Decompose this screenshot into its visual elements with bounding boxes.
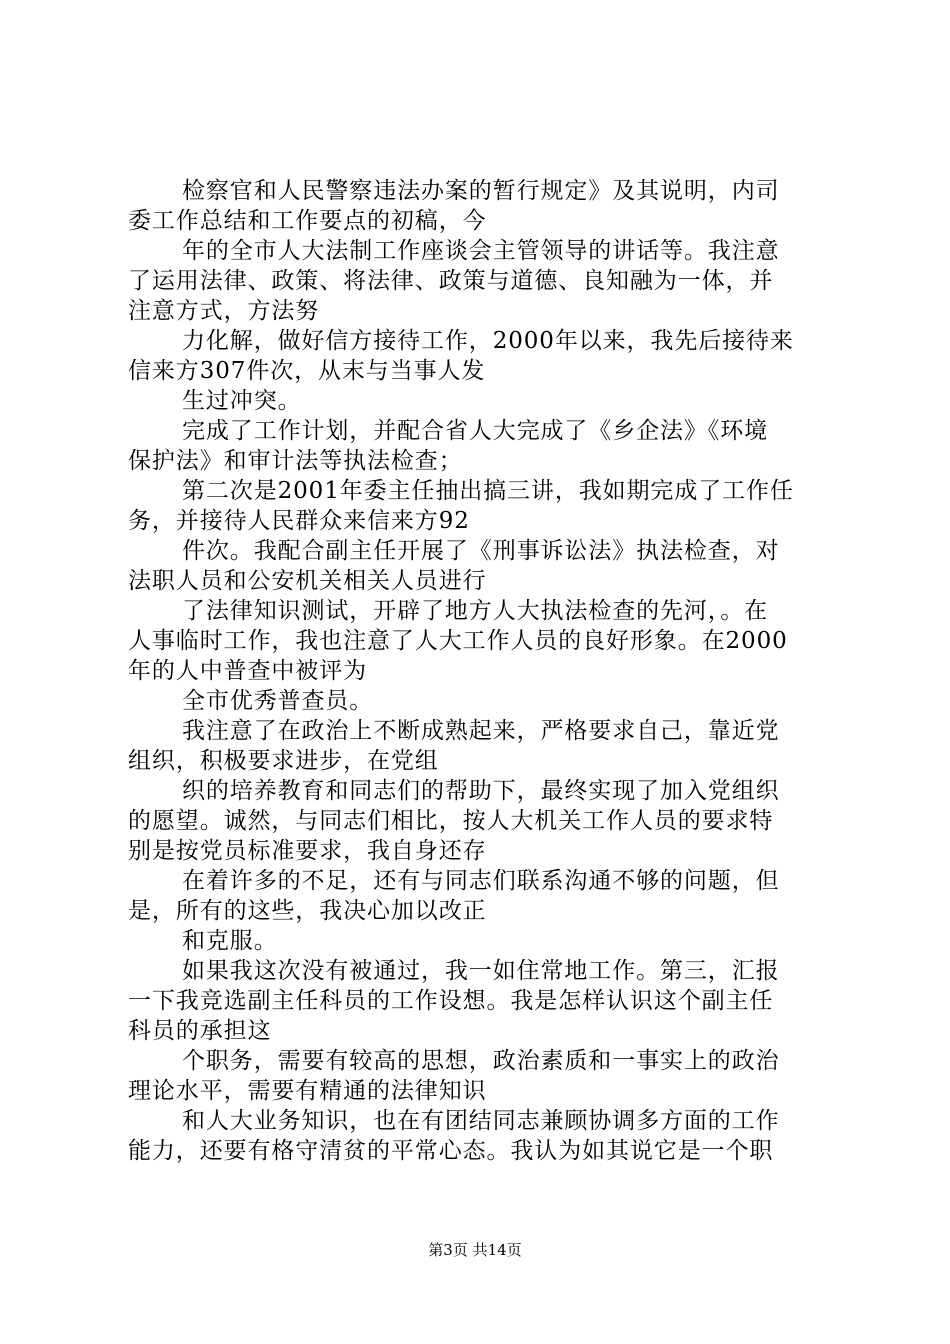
text-line: 科员的承担这 [128,1018,272,1044]
page-number-footer: 第3页 共14页 [428,1241,522,1259]
text-line: 和人大业务知识，也在有团结同志兼顾协调多方面的工作 [182,1108,780,1134]
text-line: 信来方307件次，从末与当事人发 [128,358,486,384]
text-line: 法职人员和公安机关相关人员进行 [128,568,487,594]
text-line: 保护法》和审计法等执法检查； [128,448,463,474]
text-line: 了运用法律、政策、将法律、政策与道德、良知融为一体，并 [128,268,774,294]
text-line: 和克服。 [182,928,278,954]
text-line: 检察官和人民警察违法办案的暂行规定》及其说明，内司 [182,178,780,204]
text-line: 是，所有的这些，我决心加以改正 [128,898,487,924]
text-line: 别是按党员标准要求，我自身还存 [128,838,487,864]
text-line: 年的全市人大法制工作座谈会主管领导的讲话等。我注意 [182,238,780,264]
text-line: 一下我竞选副主任科员的工作设想。我是怎样认识这个副主任 [128,988,774,1014]
text-line: 务，并接待人民群众来信来方92 [128,508,470,534]
text-line: 年的人中普查中被评为 [128,658,367,684]
text-line: 织的培养教育和同志们的帮助下，最终实现了加入党组织 [182,778,780,804]
text-line: 委工作总结和工作要点的初稿，今 [128,208,487,234]
text-line: 人事临时工作，我也注意了人大工作人员的良好形象。在2000 [128,628,788,654]
text-line: 件次。我配合副主任开展了《刑事诉讼法》执法检查，对 [182,538,780,564]
text-line: 我注意了在政治上不断成熟起来，严格要求自己，靠近党 [182,718,780,744]
text-line: 在着许多的不足，还有与同志们联系沟通不够的问题，但 [182,868,780,894]
text-line: 的愿望。诚然，与同志们相比，按人大机关工作人员的要求特 [128,808,774,834]
text-line: 组织，积极要求进步，在党组 [128,748,439,774]
text-line: 第二次是2001年委主任抽出搞三讲，我如期完成了工作任 [182,478,794,504]
text-line: 力化解，做好信方接待工作，2000年以来，我先后接待来 [182,328,794,354]
text-line: 如果我这次没有被通过，我一如住常地工作。第三，汇报 [182,958,780,984]
text-line: 注意方式，方法努 [128,298,320,324]
text-line: 个职务，需要有较高的思想，政治素质和一事实上的政治 [182,1048,780,1074]
text-line: 能力，还要有格守清贫的平常心态。我认为如其说它是一个职 [128,1138,774,1164]
text-line: 理论水平，需要有精通的法律知识 [128,1078,487,1104]
text-line: 了法律知识测试，开辟了地方人大执法检查的先河，。在 [182,598,768,624]
text-line: 完成了工作计划，并配合省人大完成了《乡企法》《环境 [182,418,768,444]
document-body [128,176,838,1166]
text-line: 全市优秀普查员。 [182,688,374,714]
text-line: 生过冲突。 [182,388,302,414]
